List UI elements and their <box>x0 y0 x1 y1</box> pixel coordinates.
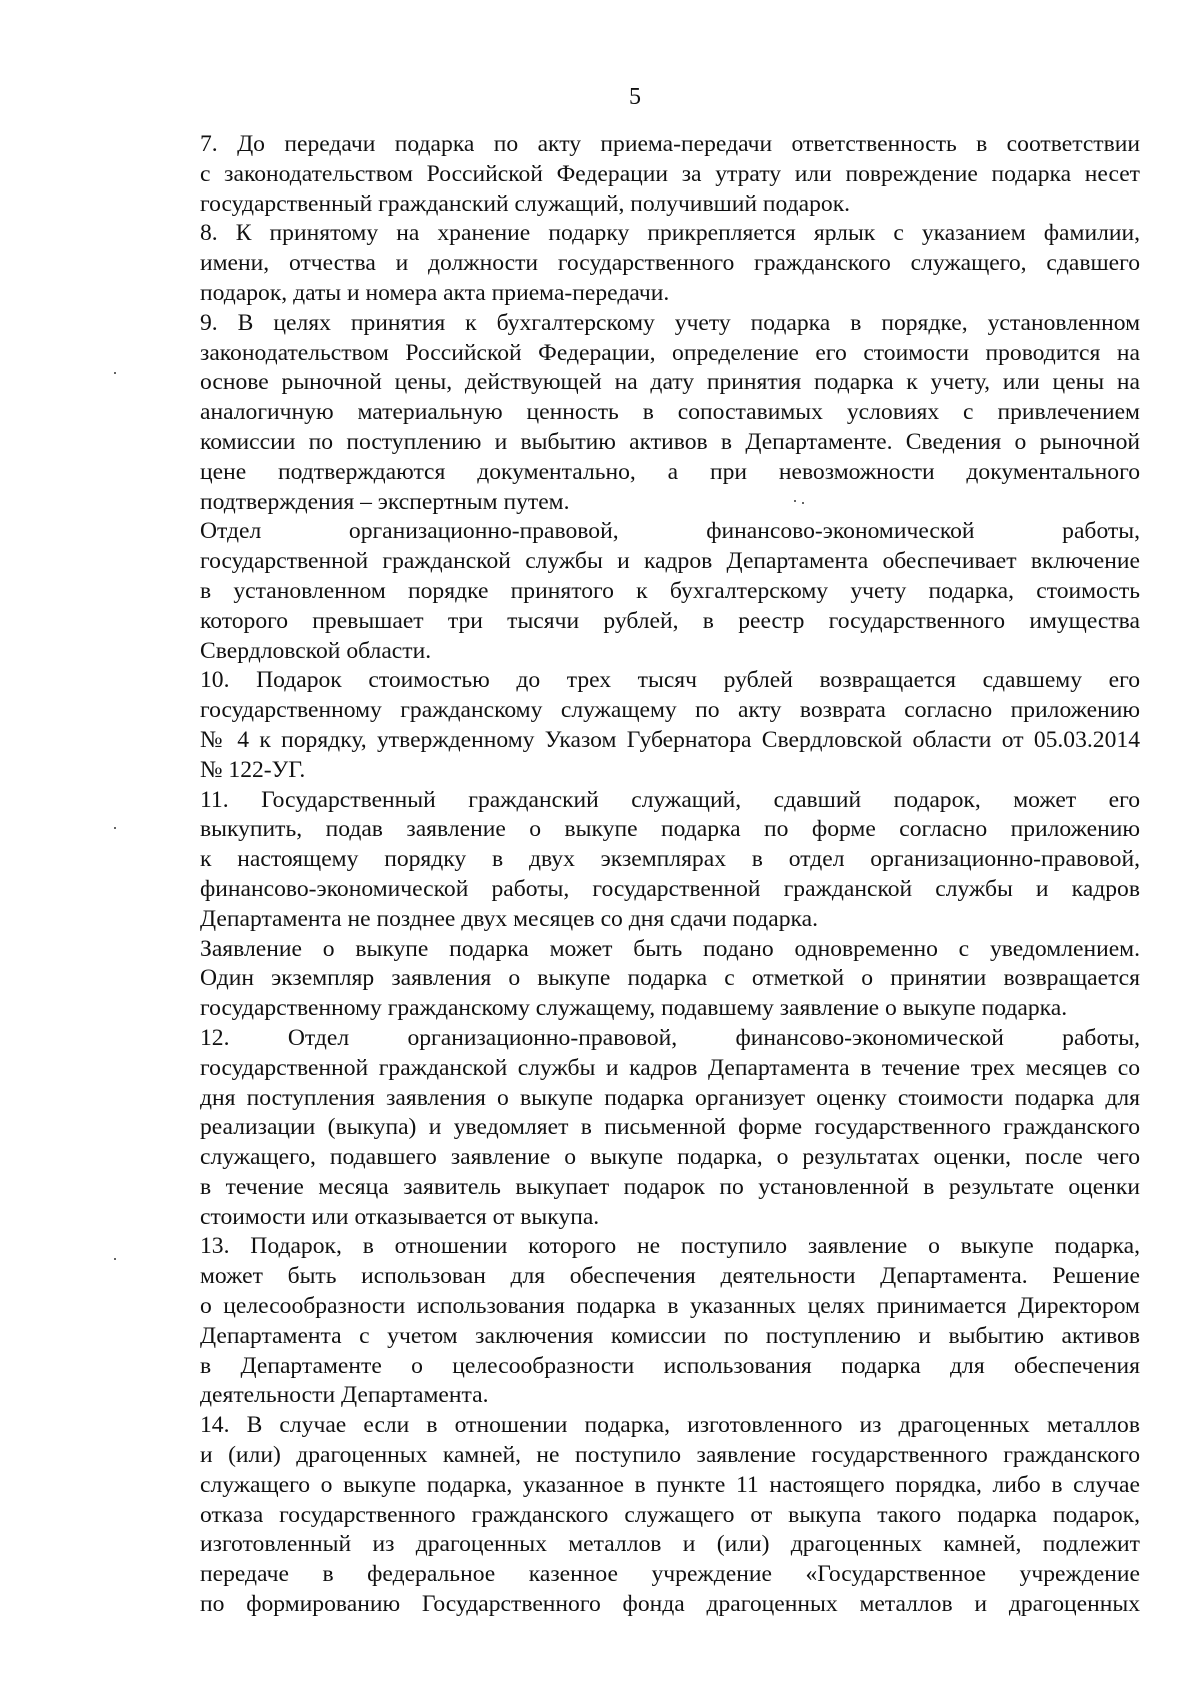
text-line: Один экземпляр заявления о выкупе подарка с отметкой о принятии возвращается <box>200 965 1140 992</box>
paragraph <box>129 935 1140 1024</box>
text-line: 9. В целях принятия к бухгалтерскому учету подарка в порядке, установленном <box>200 309 1140 336</box>
scan-speck <box>114 1258 116 1260</box>
text-line: подарок, даты и номера акта приема-передачи. <box>200 279 670 306</box>
paragraph <box>129 666 1140 785</box>
document-body <box>129 130 1140 1620</box>
paragraph <box>129 219 1140 308</box>
text-line: законодательством Российской Федерации, определение его стоимости проводится на <box>200 339 1140 366</box>
text-line: Свердловской области. <box>200 637 432 664</box>
paragraph <box>129 786 1140 935</box>
text-line: Департамента с учетом заключения комиссии по поступлению и выбытию активов <box>200 1322 1140 1349</box>
paragraph <box>129 517 1140 666</box>
text-line: 12. Отдел организационно-правовой, финансово-экономической работы, <box>200 1024 1140 1051</box>
text-line: Отдел организационно-правовой, финансово-экономической работы, <box>200 518 1140 545</box>
text-line: служащего о выкупе подарка, указанное в пункте 11 настоящего порядка, либо в случае <box>200 1471 1140 1498</box>
page-number: 5 <box>629 84 641 110</box>
paragraph <box>129 130 1140 219</box>
text-line: служащего, подавшего заявление о выкупе подарка, о результатах оценки, после чего <box>200 1144 1140 1171</box>
text-line: и (или) драгоценных камней, не поступило заявление государственного гражданского <box>200 1442 1140 1469</box>
text-line: подтверждения – экспертным путем. <box>200 488 570 515</box>
text-line: № 4 к порядку, утвержденному Указом Губернатора Свердловской области от 05.03.2014 <box>200 726 1140 753</box>
text-line: 10. Подарок стоимостью до трех тысяч рублей возвращается сдавшему его <box>200 667 1140 694</box>
text-line: стоимости или отказывается от выкупа. <box>200 1203 600 1230</box>
text-line: отказа государственного гражданского служащего от выкупа такого подарка подарок, <box>200 1501 1140 1528</box>
text-line: № 122-УГ. <box>200 756 306 783</box>
text-line: которого превышает три тысячи рублей, в реестр государственного имущества <box>200 607 1140 634</box>
text-line: 14. В случае если в отношении подарка, изготовленного из драгоценных металлов <box>200 1412 1140 1439</box>
text-line: цене подтверждаются документально, а при невозможности документального <box>200 458 1140 485</box>
text-line: изготовленный из драгоценных металлов и (или) драгоценных камней, подлежит <box>200 1531 1140 1558</box>
scan-speck <box>794 500 796 502</box>
text-line: Департамента не позднее двух месяцев со дня сдачи подарка. <box>200 905 819 932</box>
scan-speck <box>114 827 116 829</box>
text-line: аналогичную материальную ценность в сопоставимых условиях с привлечением <box>200 399 1140 426</box>
text-line: финансово-экономической работы, государственной гражданской службы и кадров <box>200 875 1140 902</box>
text-line: в установленном порядке принятого к бухгалтерскому учету подарка, стоимость <box>200 577 1140 604</box>
scan-speck <box>802 502 804 504</box>
text-line: государственный гражданский служащий, получивший подарок. <box>200 190 851 217</box>
text-line: дня поступления заявления о выкупе подарка организует оценку стоимости подарка для <box>200 1084 1140 1111</box>
text-line: основе рыночной цены, действующей на дату принятия подарка к учету, или цены на <box>200 369 1140 396</box>
text-line: 7. До передачи подарка по акту приема-передачи ответственность в соответствии <box>200 131 1140 157</box>
paragraph <box>129 1024 1140 1233</box>
text-line: 11. Государственный гражданский служащий, сдавший подарок, может его <box>200 786 1140 813</box>
text-line: государственному гражданскому служащему по акту возврата согласно приложению <box>200 697 1140 724</box>
text-line: с законодательством Российской Федерации за утрату или повреждение подарка несет <box>200 160 1140 187</box>
text-line: по формированию Государственного фонда драгоценных металлов и драгоценных <box>200 1591 1140 1618</box>
text-line: Заявление о выкупе подарка может быть подано одновременно с уведомлением. <box>200 935 1140 962</box>
paragraph <box>129 1232 1140 1411</box>
text-line: может быть использован для обеспечения деятельности Департамента. Решение <box>200 1263 1140 1290</box>
text-line: государственному гражданскому служащему, подавшему заявление о выкупе подарка. <box>200 995 1068 1022</box>
text-line: 13. Подарок, в отношении которого не поступило заявление о выкупе подарка, <box>200 1233 1140 1260</box>
text-line: деятельности Департамента. <box>200 1382 489 1409</box>
text-line: государственной гражданской службы и кадров Департамента в течение трех месяцев со <box>200 1054 1140 1081</box>
text-line: в Департаменте о целесообразности использования подарка для обеспечения <box>200 1352 1140 1379</box>
paragraph <box>129 309 1140 518</box>
text-line: в течение месяца заявитель выкупает подарок по установленной в результате оценки <box>200 1173 1140 1200</box>
text-line: реализации (выкупа) и уведомляет в письменной форме государственного гражданского <box>200 1114 1140 1141</box>
text-line: комиссии по поступлению и выбытию активов в Департаменте. Сведения о рыночной <box>200 428 1140 455</box>
text-line: государственной гражданской службы и кадров Департамента обеспечивает включение <box>200 548 1140 575</box>
text-line: 8. К принятому на хранение подарку прикрепляется ярлык с указанием фамилии, <box>200 220 1140 247</box>
text-line: о целесообразности использования подарка в указанных целях принимается Директором <box>200 1293 1140 1320</box>
text-line: к настоящему порядку в двух экземплярах в отдел организационно-правовой, <box>200 846 1140 873</box>
text-line: имени, отчества и должности государственного гражданского служащего, сдавшего <box>200 250 1140 277</box>
paragraph <box>129 1411 1140 1620</box>
text-line: передаче в федеральное казенное учреждение «Государственное учреждение <box>200 1561 1140 1588</box>
scan-speck <box>114 372 116 374</box>
text-line: выкупить, подав заявление о выкупе подарка по форме согласно приложению <box>200 816 1140 843</box>
